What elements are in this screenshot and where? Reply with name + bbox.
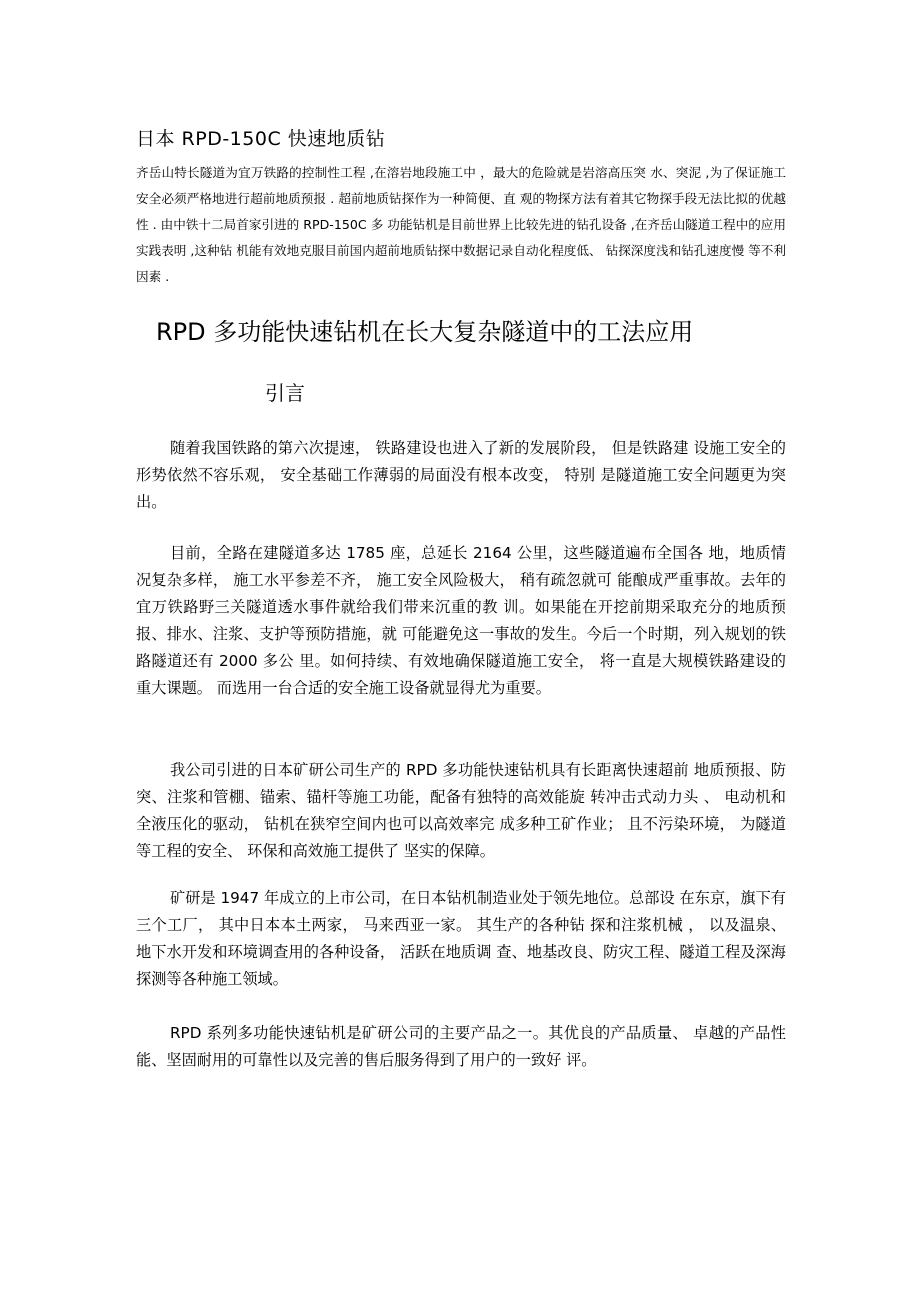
body-paragraph-5: RPD 系列多功能快速钻机是矿研公司的主要产品之一。其优良的产品质量、 卓越的产品性能、坚固耐用的可靠性以及完善的售后服务得到了用户的一致好 评。 bbox=[136, 1024, 786, 1069]
section-title-introduction: 引言 bbox=[265, 381, 305, 405]
main-title: RPD 多功能快速钻机在长大复杂隧道中的工法应用 bbox=[156, 318, 694, 346]
body-paragraph-3: 我公司引进的日本矿研公司生产的 RPD 多功能快速钻机具有长距离快速超前 地质预报、防突、注浆和管棚、锚索、锚杆等施工功能，配备有独特的高效能旋 转冲击式动力头 、 电动机和全液压化的驱动， 钻机在狭窄空间内也可以高效率完 成多种工矿作业； 且不污染环境， 为隧道等工程的安全、 环保和高效施工提供了 坚实的保障。 bbox=[136, 761, 786, 860]
body-paragraph-4: 矿研是 1947 年成立的上市公司，在日本钻机制造业处于领先地位。总部设 在东京，旗下有三个工厂， 其中日本本土两家， 马来西亚一家。 其生产的各种钻 探和注浆机械 ， 以及温泉、 地下水开发和环境调查用的各种设备， 活跃在地质调 查、地基改良、防灾工程、隧道工程及深海探测等各种施工领域。 bbox=[136, 889, 786, 988]
body-paragraph-2: 目前，全路在建隧道多达 1785 座，总延长 2164 公里，这些隧道遍布全国各 地，地质情况复杂多样， 施工水平参差不齐， 施工安全风险极大， 稍有疏忽就可 能酿成严重事故。去年的宜万铁路野三关隧道透水事件就给我们带来沉重的教 训。如果能在开挖前期采取充分的地质预报、排水、注浆、支护等预防措施，就 可能避免这一事故的发生。今后一个时期，列入规划的铁路隧道还有 2000 多公 里。如何持续、有效地确保隧道施工安全， 将一直是大规模铁路建设的重大课题。 而选用一台合适的安全施工设备就显得尤为重要。 bbox=[136, 544, 786, 697]
intro-paragraph: 齐岳山特长隧道为宜万铁路的控制性工程 ,在溶岩地段施工中 ，最大的危险就是岩溶高压突 水、突泥 ,为了保证施工安全必须严格地进行超前地质预报 . 超前地质钻探作为一种简便、直 观的物探方法有着其它物探手段无法比拟的优越性 . 由中铁十二局首家引进的 RPD-150C 多 功能钻机是目前世界上比较先进的钻孔设备 ,在齐岳山隧道工程中的应用实践表明 ,这种钻 机能有效地克服目前国内超前地质钻探中数据记录自动化程度低、 钻探深度浅和钻孔速度慢 等不利因素 . bbox=[136, 165, 786, 284]
document-top-title: 日本 RPD-150C 快速地质钻 bbox=[136, 128, 386, 150]
body-paragraph-1: 随着我国铁路的第六次提速， 铁路建设也进入了新的发展阶段， 但是铁路建 设施工安全的形势依然不容乐观， 安全基础工作薄弱的局面没有根本改变， 特别 是隧道施工安全问题更为突出。 bbox=[136, 439, 786, 511]
